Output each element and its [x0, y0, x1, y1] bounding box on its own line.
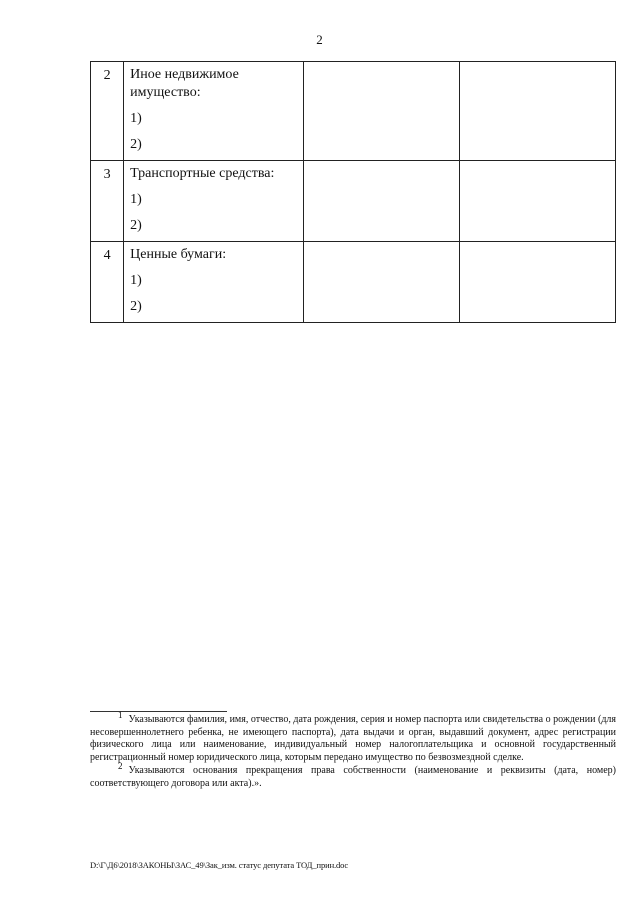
page-number: 2 [316, 32, 323, 47]
footnotes [90, 709, 616, 791]
row-item-1: 1) [130, 111, 142, 126]
assets-table [90, 61, 616, 323]
file-path: D:\Г\Д6\2018\ЗАКОНЫ\ЗАС_49\Зак_изм. статус депутата ТОД_прин.doc [90, 860, 349, 870]
footnote-text: Указываются фамилия, имя, отчество, дата рождения, серия и номер паспорта или свидетельства о рождении (для несовершеннолетнего ребенка, не имеющего паспорта), дата выдачи и орган, выдавший документ, адрес регистрации физического лица или наименование, индивидуальный номер налогоплательщика и основной государственный регистрационный номер юридического лица, которым передано имущество по безвозмездной сделке. [90, 714, 616, 763]
row-number: 2 [103, 68, 111, 83]
row-number-cell [91, 62, 124, 161]
row-number-cell [91, 161, 124, 242]
table-row [91, 62, 616, 161]
footnote-separator [90, 711, 227, 712]
row-title: Ценные бумаги: [130, 247, 227, 262]
empty-cell [304, 242, 460, 323]
row-item-2: 2) [130, 218, 142, 233]
row-number: 4 [103, 248, 111, 263]
footnote-marker: 2 [118, 760, 123, 771]
row-item-2: 2) [130, 137, 142, 152]
row-description-cell [124, 242, 304, 323]
row-item-1: 1) [130, 192, 142, 207]
row-description-cell [124, 161, 304, 242]
table-row [91, 161, 616, 242]
empty-cell [304, 62, 460, 161]
row-title: Транспортные средства: [130, 166, 275, 181]
row-description-cell [124, 62, 304, 161]
table-row [91, 242, 616, 323]
row-title-continued: имущество: [130, 85, 201, 100]
row-item-1: 1) [130, 273, 142, 288]
row-title: Иное недвижимое [130, 67, 239, 82]
row-number-cell [91, 242, 124, 323]
empty-cell [460, 62, 616, 161]
empty-cell [460, 242, 616, 323]
empty-cell [460, 161, 616, 242]
footnote-2 [90, 760, 616, 790]
footnote-text: Указываются основания прекращения права собственности (наименование и реквизиты (дата, номер) соответствующего договора или акта).». [90, 765, 616, 789]
row-number: 3 [103, 167, 111, 182]
empty-cell [304, 161, 460, 242]
footnote-1 [90, 709, 616, 764]
row-item-2: 2) [130, 299, 142, 314]
footnote-marker: 1 [118, 709, 123, 720]
